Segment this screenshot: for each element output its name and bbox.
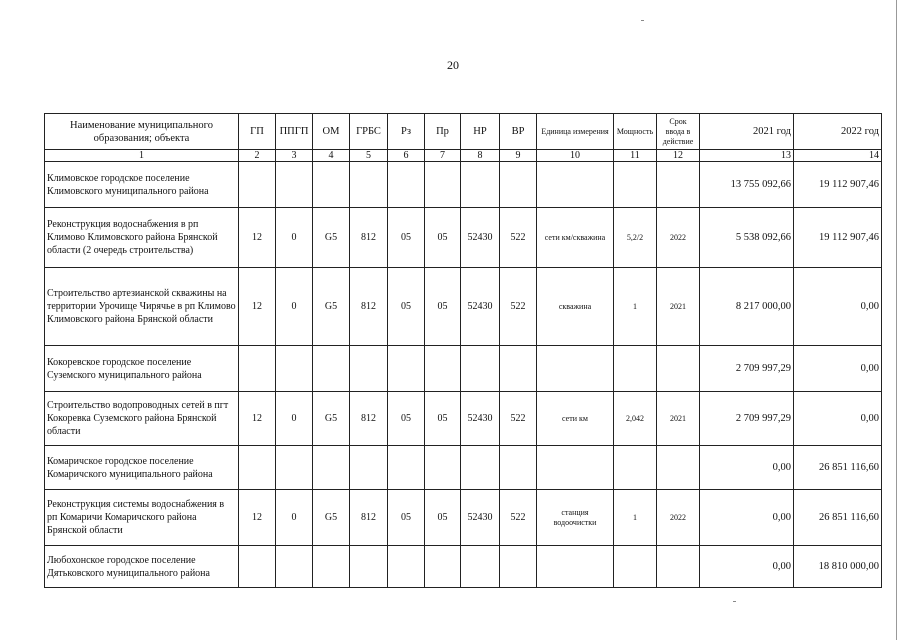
cell-2022: 26 851 116,60 xyxy=(794,446,882,490)
cell-gp: 12 xyxy=(239,392,276,446)
cell-2021: 8 217 000,00 xyxy=(700,268,794,346)
index-cell: 7 xyxy=(425,150,461,162)
cell-gp: 12 xyxy=(239,490,276,546)
cell-term xyxy=(657,546,700,588)
table-row xyxy=(45,546,882,588)
cell-ppgp xyxy=(276,546,313,588)
header-cell-unit: Единица измерения xyxy=(537,114,614,150)
cell-ppgp xyxy=(276,446,313,490)
cell-2022: 19 112 907,46 xyxy=(794,208,882,268)
cell-om: G5 xyxy=(313,490,350,546)
table-body xyxy=(45,162,882,588)
cell-gp xyxy=(239,162,276,208)
cell-term xyxy=(657,346,700,392)
cell-gp: 12 xyxy=(239,268,276,346)
cell-nr: 52430 xyxy=(461,392,500,446)
cell-ppgp: 0 xyxy=(276,268,313,346)
cell-rz: 05 xyxy=(388,392,425,446)
table-index-row xyxy=(45,150,882,162)
index-cell: 10 xyxy=(537,150,614,162)
cell-capacity: 1 xyxy=(614,490,657,546)
cell-2022: 19 112 907,46 xyxy=(794,162,882,208)
cell-vr: 522 xyxy=(500,490,537,546)
cell-unit: сети км xyxy=(537,392,614,446)
table-row xyxy=(45,208,882,268)
cell-pr: 05 xyxy=(425,490,461,546)
index-cell: 11 xyxy=(614,150,657,162)
cell-capacity xyxy=(614,162,657,208)
cell-rz: 05 xyxy=(388,490,425,546)
cell-pr: 05 xyxy=(425,392,461,446)
cell-pr xyxy=(425,346,461,392)
cell-pr xyxy=(425,446,461,490)
header-cell-gp: ГП xyxy=(239,114,276,150)
cell-pr xyxy=(425,546,461,588)
cell-om xyxy=(313,446,350,490)
cell-capacity: 2,042 xyxy=(614,392,657,446)
cell-rz xyxy=(388,546,425,588)
index-cell: 6 xyxy=(388,150,425,162)
cell-om xyxy=(313,162,350,208)
cell-om: G5 xyxy=(313,208,350,268)
header-cell-vr: ВР xyxy=(500,114,537,150)
header-cell-term: Срок ввода в действие xyxy=(657,114,700,150)
cell-rz xyxy=(388,162,425,208)
header-cell-ppgp: ППГП xyxy=(276,114,313,150)
cell-nr xyxy=(461,446,500,490)
cell-pr: 05 xyxy=(425,268,461,346)
budget-table xyxy=(44,113,882,588)
table-row xyxy=(45,162,882,208)
header-cell-pr: Пр xyxy=(425,114,461,150)
cell-ppgp: 0 xyxy=(276,208,313,268)
cell-om: G5 xyxy=(313,392,350,446)
cell-ppgp: 0 xyxy=(276,490,313,546)
cell-term: 2021 xyxy=(657,392,700,446)
cell-capacity xyxy=(614,546,657,588)
cell-ppgp xyxy=(276,346,313,392)
index-cell: 2 xyxy=(239,150,276,162)
index-cell: 12 xyxy=(657,150,700,162)
table-header-row xyxy=(45,114,882,150)
index-cell: 9 xyxy=(500,150,537,162)
cell-unit: скважина xyxy=(537,268,614,346)
cell-capacity: 1 xyxy=(614,268,657,346)
cell-gp xyxy=(239,546,276,588)
header-cell-nr: НР xyxy=(461,114,500,150)
row-name-cell: Реконструкция водоснабжения в рп Климово Климовского района Брянской области (2 очередь строительства) xyxy=(45,208,239,268)
cell-2022: 0,00 xyxy=(794,392,882,446)
row-name-cell: Комаричское городское поселение Комаричского муниципального района xyxy=(45,446,239,490)
cell-vr xyxy=(500,546,537,588)
cell-pr: 05 xyxy=(425,208,461,268)
cell-om: G5 xyxy=(313,268,350,346)
index-cell: 14 xyxy=(794,150,882,162)
cell-nr xyxy=(461,546,500,588)
row-name-cell: Строительство артезианской скважины на территории Урочище Чирячье в рп Климово Климовского района Брянской области xyxy=(45,268,239,346)
table-row xyxy=(45,268,882,346)
cell-nr xyxy=(461,162,500,208)
cell-2021: 13 755 092,66 xyxy=(700,162,794,208)
row-name-cell: Любохонское городское поселение Дятьковского муниципального района xyxy=(45,546,239,588)
cell-grbs xyxy=(350,162,388,208)
cell-2021: 5 538 092,66 xyxy=(700,208,794,268)
cell-grbs xyxy=(350,546,388,588)
cell-capacity xyxy=(614,346,657,392)
cell-unit xyxy=(537,446,614,490)
cell-capacity xyxy=(614,446,657,490)
table-row xyxy=(45,490,882,546)
index-cell: 3 xyxy=(276,150,313,162)
cell-vr: 522 xyxy=(500,268,537,346)
cell-2022: 0,00 xyxy=(794,346,882,392)
cell-term: 2021 xyxy=(657,268,700,346)
cell-unit xyxy=(537,546,614,588)
header-cell-om: ОМ xyxy=(313,114,350,150)
cell-2021: 2 709 997,29 xyxy=(700,346,794,392)
cell-grbs xyxy=(350,446,388,490)
header-cell-2022: 2022 год xyxy=(794,114,882,150)
cell-unit: станция водоочистки xyxy=(537,490,614,546)
row-name-cell: Реконструкция системы водоснабжения в рп Комаричи Комаричского района Брянской области xyxy=(45,490,239,546)
cell-gp xyxy=(239,346,276,392)
cell-pr xyxy=(425,162,461,208)
scan-mark-top xyxy=(641,20,644,21)
cell-2022: 18 810 000,00 xyxy=(794,546,882,588)
index-cell: 13 xyxy=(700,150,794,162)
cell-rz: 05 xyxy=(388,208,425,268)
cell-vr: 522 xyxy=(500,392,537,446)
cell-vr: 522 xyxy=(500,208,537,268)
cell-rz xyxy=(388,446,425,490)
cell-nr xyxy=(461,346,500,392)
header-cell-name: Наименование муниципального образования; объекта xyxy=(45,114,239,150)
cell-rz: 05 xyxy=(388,268,425,346)
cell-term xyxy=(657,162,700,208)
cell-gp: 12 xyxy=(239,208,276,268)
cell-om xyxy=(313,346,350,392)
header-cell-2021: 2021 год xyxy=(700,114,794,150)
index-cell: 5 xyxy=(350,150,388,162)
cell-vr xyxy=(500,346,537,392)
header-cell-grbs: ГРБС xyxy=(350,114,388,150)
row-name-cell: Климовское городское поселение Климовского муниципального района xyxy=(45,162,239,208)
table-row xyxy=(45,446,882,490)
cell-term: 2022 xyxy=(657,208,700,268)
index-cell: 1 xyxy=(45,150,239,162)
row-name-cell: Кокоревское городское поселение Суземского муниципального района xyxy=(45,346,239,392)
cell-nr: 52430 xyxy=(461,208,500,268)
cell-nr: 52430 xyxy=(461,268,500,346)
cell-vr xyxy=(500,446,537,490)
cell-2021: 0,00 xyxy=(700,546,794,588)
cell-2021: 0,00 xyxy=(700,490,794,546)
cell-term: 2022 xyxy=(657,490,700,546)
cell-unit xyxy=(537,162,614,208)
cell-grbs: 812 xyxy=(350,490,388,546)
index-cell: 8 xyxy=(461,150,500,162)
cell-2021: 0,00 xyxy=(700,446,794,490)
cell-ppgp xyxy=(276,162,313,208)
scan-mark-bottom xyxy=(733,601,736,602)
page-number: 20 xyxy=(447,58,459,72)
header-cell-capacity: Мощность xyxy=(614,114,657,150)
cell-ppgp: 0 xyxy=(276,392,313,446)
cell-gp xyxy=(239,446,276,490)
cell-2022: 0,00 xyxy=(794,268,882,346)
header-cell-rz: Рз xyxy=(388,114,425,150)
cell-om xyxy=(313,546,350,588)
cell-grbs: 812 xyxy=(350,392,388,446)
cell-unit: сети км/скважина xyxy=(537,208,614,268)
cell-grbs: 812 xyxy=(350,208,388,268)
cell-rz xyxy=(388,346,425,392)
cell-nr: 52430 xyxy=(461,490,500,546)
cell-grbs xyxy=(350,346,388,392)
cell-2022: 26 851 116,60 xyxy=(794,490,882,546)
row-name-cell: Строительство водопроводных сетей в пгт Кокоревка Суземского района Брянской области xyxy=(45,392,239,446)
cell-unit xyxy=(537,346,614,392)
table-row xyxy=(45,346,882,392)
table-row xyxy=(45,392,882,446)
cell-capacity: 5,2/2 xyxy=(614,208,657,268)
cell-2021: 2 709 997,29 xyxy=(700,392,794,446)
cell-grbs: 812 xyxy=(350,268,388,346)
cell-term xyxy=(657,446,700,490)
index-cell: 4 xyxy=(313,150,350,162)
scan-page-edge xyxy=(896,0,897,640)
cell-vr xyxy=(500,162,537,208)
